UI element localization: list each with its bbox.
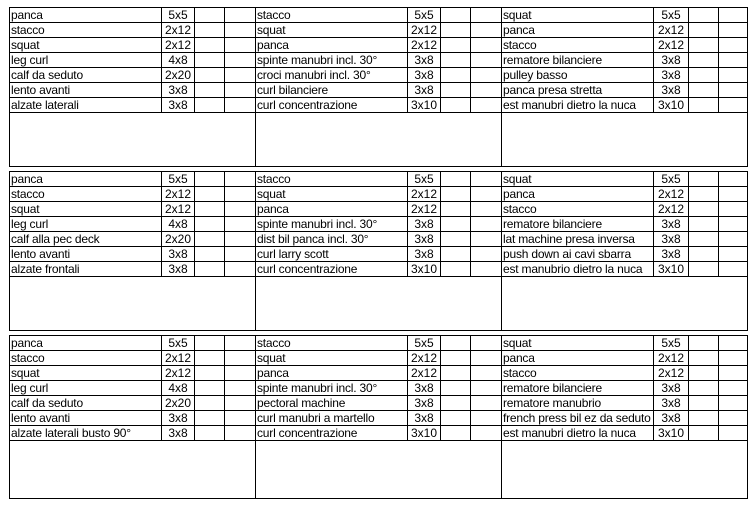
empty-cell[interactable] [689, 8, 719, 23]
notes-row [10, 441, 748, 499]
sets-reps-cell[interactable]: 2x12 [654, 351, 689, 366]
sets-reps-cell[interactable]: 5x5 [654, 336, 689, 351]
empty-cell[interactable] [471, 217, 502, 232]
empty-cell[interactable] [225, 351, 256, 366]
empty-cell[interactable] [441, 262, 471, 277]
sets-reps-cell[interactable]: 3x10 [408, 426, 441, 441]
exercise-cell[interactable]: spinte manubri incl. 30° [256, 217, 408, 232]
empty-cell[interactable] [719, 411, 748, 426]
exercise-cell[interactable]: push down ai cavi sbarra [502, 247, 654, 262]
table-row [10, 396, 748, 411]
empty-cell[interactable] [471, 336, 502, 351]
exercise-cell[interactable]: lento avanti [10, 411, 162, 426]
empty-cell[interactable] [689, 98, 719, 113]
notes-cell[interactable] [256, 113, 502, 167]
sets-reps-cell[interactable]: 2x12 [162, 187, 195, 202]
empty-cell[interactable] [689, 83, 719, 98]
empty-cell[interactable] [225, 98, 256, 113]
sets-reps-cell[interactable]: 3x8 [654, 68, 689, 83]
exercise-cell[interactable]: calf da seduto [10, 68, 162, 83]
empty-cell[interactable] [719, 396, 748, 411]
exercise-cell[interactable]: rematore manubrio [502, 396, 654, 411]
sets-reps-cell[interactable]: 3x8 [408, 396, 441, 411]
sets-reps-cell[interactable]: 2x20 [162, 232, 195, 247]
empty-cell[interactable] [225, 23, 256, 38]
sets-reps-cell[interactable]: 3x8 [408, 217, 441, 232]
exercise-cell[interactable]: est manubri dietro la nuca [502, 426, 654, 441]
empty-cell[interactable] [225, 411, 256, 426]
empty-cell[interactable] [471, 23, 502, 38]
exercise-cell[interactable]: leg curl [10, 53, 162, 68]
empty-cell[interactable] [441, 411, 471, 426]
sets-reps-cell[interactable]: 3x10 [654, 426, 689, 441]
empty-cell[interactable] [225, 247, 256, 262]
table-row [10, 8, 748, 23]
sets-reps-cell[interactable]: 3x8 [408, 68, 441, 83]
empty-cell[interactable] [441, 381, 471, 396]
exercise-cell[interactable]: panca [10, 172, 162, 187]
empty-cell[interactable] [471, 172, 502, 187]
empty-cell[interactable] [719, 232, 748, 247]
exercise-cell[interactable]: leg curl [10, 381, 162, 396]
empty-cell[interactable] [441, 336, 471, 351]
exercise-cell[interactable]: panca [10, 336, 162, 351]
empty-cell[interactable] [471, 396, 502, 411]
exercise-cell[interactable]: stacco [256, 336, 408, 351]
exercise-cell[interactable]: dist bil panca incl. 30° [256, 232, 408, 247]
empty-cell[interactable] [441, 98, 471, 113]
empty-cell[interactable] [441, 232, 471, 247]
sets-reps-cell[interactable]: 2x20 [162, 68, 195, 83]
sets-reps-cell[interactable]: 2x12 [162, 366, 195, 381]
workout-week-block [9, 335, 747, 499]
table-row [10, 232, 748, 247]
empty-cell[interactable] [225, 172, 256, 187]
sets-reps-cell[interactable]: 5x5 [162, 336, 195, 351]
table-row [10, 83, 748, 98]
empty-cell[interactable] [689, 411, 719, 426]
empty-cell[interactable] [441, 366, 471, 381]
exercise-cell[interactable]: leg curl [10, 217, 162, 232]
empty-cell[interactable] [719, 351, 748, 366]
sets-reps-cell[interactable]: 3x8 [408, 232, 441, 247]
empty-cell[interactable] [689, 351, 719, 366]
notes-cell[interactable] [10, 441, 256, 499]
empty-cell[interactable] [719, 53, 748, 68]
sets-reps-cell[interactable]: 3x8 [408, 53, 441, 68]
empty-cell[interactable] [719, 8, 748, 23]
exercise-cell[interactable]: est manubrio dietro la nuca [502, 262, 654, 277]
exercise-cell[interactable]: squat [10, 366, 162, 381]
exercise-cell[interactable]: calf da seduto [10, 396, 162, 411]
empty-cell[interactable] [471, 351, 502, 366]
exercise-cell[interactable]: lento avanti [10, 83, 162, 98]
empty-cell[interactable] [719, 366, 748, 381]
empty-cell[interactable] [689, 247, 719, 262]
sets-reps-cell[interactable]: 4x8 [162, 381, 195, 396]
empty-cell[interactable] [689, 262, 719, 277]
table-row [10, 411, 748, 426]
sets-reps-cell[interactable]: 2x12 [408, 38, 441, 53]
empty-cell[interactable] [441, 53, 471, 68]
notes-cell[interactable] [502, 277, 748, 331]
sets-reps-cell[interactable]: 3x8 [408, 411, 441, 426]
table-row [10, 366, 748, 381]
exercise-cell[interactable]: curl manubri a martello [256, 411, 408, 426]
empty-cell[interactable] [471, 53, 502, 68]
empty-cell[interactable] [225, 396, 256, 411]
empty-cell[interactable] [441, 8, 471, 23]
sets-reps-cell[interactable]: 2x12 [408, 187, 441, 202]
sets-reps-cell[interactable]: 2x12 [162, 38, 195, 53]
table-row [10, 381, 748, 396]
notes-cell[interactable] [502, 113, 748, 167]
exercise-cell[interactable]: stacco [10, 23, 162, 38]
sets-reps-cell[interactable]: 3x10 [654, 98, 689, 113]
empty-cell[interactable] [719, 187, 748, 202]
sets-reps-cell[interactable]: 5x5 [654, 8, 689, 23]
sets-reps-cell[interactable]: 5x5 [408, 336, 441, 351]
exercise-cell[interactable]: stacco [502, 202, 654, 217]
exercise-cell[interactable]: stacco [10, 187, 162, 202]
empty-cell[interactable] [471, 262, 502, 277]
empty-cell[interactable] [225, 336, 256, 351]
exercise-cell[interactable]: panca [256, 202, 408, 217]
sets-reps-cell[interactable]: 5x5 [654, 172, 689, 187]
empty-cell[interactable] [719, 247, 748, 262]
empty-cell[interactable] [719, 262, 748, 277]
empty-cell[interactable] [225, 53, 256, 68]
exercise-cell[interactable]: curl concentrazione [256, 98, 408, 113]
sets-reps-cell[interactable]: 3x8 [162, 83, 195, 98]
sets-reps-cell[interactable]: 2x12 [408, 202, 441, 217]
empty-cell[interactable] [225, 366, 256, 381]
empty-cell[interactable] [719, 426, 748, 441]
exercise-cell[interactable]: croci manubri incl. 30° [256, 68, 408, 83]
sets-reps-cell[interactable]: 4x8 [162, 217, 195, 232]
table-row [10, 68, 748, 83]
empty-cell[interactable] [195, 98, 225, 113]
table-row [10, 187, 748, 202]
notes-cell[interactable] [10, 113, 256, 167]
notes-cell[interactable] [256, 441, 502, 499]
empty-cell[interactable] [195, 351, 225, 366]
exercise-cell[interactable]: curl concentrazione [256, 426, 408, 441]
exercise-cell[interactable]: squat [502, 336, 654, 351]
empty-cell[interactable] [689, 232, 719, 247]
empty-cell[interactable] [441, 426, 471, 441]
empty-cell[interactable] [719, 23, 748, 38]
empty-cell[interactable] [471, 83, 502, 98]
empty-cell[interactable] [719, 381, 748, 396]
empty-cell[interactable] [195, 23, 225, 38]
empty-cell[interactable] [195, 83, 225, 98]
exercise-cell[interactable]: panca [502, 351, 654, 366]
empty-cell[interactable] [225, 8, 256, 23]
exercise-cell[interactable]: alzate laterali [10, 98, 162, 113]
table-row [10, 217, 748, 232]
table-row [10, 98, 748, 113]
sets-reps-cell[interactable]: 3x8 [654, 232, 689, 247]
empty-cell[interactable] [195, 366, 225, 381]
sets-reps-cell[interactable]: 2x12 [654, 202, 689, 217]
empty-cell[interactable] [471, 187, 502, 202]
exercise-cell[interactable]: est manubri dietro la nuca [502, 98, 654, 113]
empty-cell[interactable] [719, 336, 748, 351]
empty-cell[interactable] [225, 381, 256, 396]
empty-cell[interactable] [195, 262, 225, 277]
exercise-cell[interactable]: squat [10, 202, 162, 217]
empty-cell[interactable] [195, 426, 225, 441]
sets-reps-cell[interactable]: 3x8 [654, 247, 689, 262]
sets-reps-cell[interactable]: 5x5 [408, 172, 441, 187]
empty-cell[interactable] [195, 202, 225, 217]
sets-reps-cell[interactable]: 3x8 [162, 426, 195, 441]
empty-cell[interactable] [225, 426, 256, 441]
table-row [10, 53, 748, 68]
exercise-cell[interactable]: stacco [502, 366, 654, 381]
empty-cell[interactable] [689, 187, 719, 202]
sets-reps-cell[interactable]: 2x12 [162, 23, 195, 38]
table-row [10, 202, 748, 217]
empty-cell[interactable] [471, 381, 502, 396]
exercise-cell[interactable]: panca [502, 23, 654, 38]
empty-cell[interactable] [689, 336, 719, 351]
empty-cell[interactable] [719, 98, 748, 113]
empty-cell[interactable] [195, 68, 225, 83]
empty-cell[interactable] [195, 247, 225, 262]
exercise-cell[interactable]: calf alla pec deck [10, 232, 162, 247]
empty-cell[interactable] [471, 68, 502, 83]
table-row [10, 23, 748, 38]
empty-cell[interactable] [719, 68, 748, 83]
empty-cell[interactable] [195, 232, 225, 247]
empty-cell[interactable] [689, 217, 719, 232]
sets-reps-cell[interactable]: 2x12 [654, 38, 689, 53]
sets-reps-cell[interactable]: 2x12 [408, 351, 441, 366]
sets-reps-cell[interactable]: 3x8 [654, 53, 689, 68]
sets-reps-cell[interactable]: 3x8 [162, 247, 195, 262]
empty-cell[interactable] [689, 68, 719, 83]
exercise-cell[interactable]: stacco [256, 8, 408, 23]
sets-reps-cell[interactable]: 5x5 [408, 8, 441, 23]
empty-cell[interactable] [719, 202, 748, 217]
sets-reps-cell[interactable]: 3x8 [408, 247, 441, 262]
empty-cell[interactable] [195, 172, 225, 187]
exercise-cell[interactable]: lento avanti [10, 247, 162, 262]
empty-cell[interactable] [471, 232, 502, 247]
table-row [10, 351, 748, 366]
sets-reps-cell[interactable]: 3x8 [162, 262, 195, 277]
exercise-cell[interactable]: panca [256, 366, 408, 381]
empty-cell[interactable] [195, 336, 225, 351]
empty-cell[interactable] [689, 172, 719, 187]
exercise-cell[interactable]: curl concentrazione [256, 262, 408, 277]
empty-cell[interactable] [471, 98, 502, 113]
empty-cell[interactable] [689, 381, 719, 396]
empty-cell[interactable] [471, 247, 502, 262]
exercise-cell[interactable]: curl larry scott [256, 247, 408, 262]
sets-reps-cell[interactable]: 3x8 [654, 83, 689, 98]
workout-table [9, 7, 748, 167]
empty-cell[interactable] [225, 202, 256, 217]
empty-cell[interactable] [689, 396, 719, 411]
table-row [10, 38, 748, 53]
sets-reps-cell[interactable]: 3x8 [654, 396, 689, 411]
empty-cell[interactable] [471, 411, 502, 426]
empty-cell[interactable] [441, 38, 471, 53]
workout-week-block [9, 7, 747, 167]
exercise-cell[interactable]: stacco [502, 38, 654, 53]
exercise-cell[interactable]: squat [256, 187, 408, 202]
exercise-cell[interactable]: french press bil ez da seduto [502, 411, 654, 426]
exercise-cell[interactable]: squat [256, 351, 408, 366]
workout-spreadsheet [9, 7, 747, 503]
exercise-cell[interactable]: pectoral machine [256, 396, 408, 411]
sets-reps-cell[interactable]: 2x12 [408, 366, 441, 381]
empty-cell[interactable] [441, 83, 471, 98]
exercise-cell[interactable]: panca presa stretta [502, 83, 654, 98]
exercise-cell[interactable]: squat [10, 38, 162, 53]
exercise-cell[interactable]: panca [256, 38, 408, 53]
exercise-cell[interactable]: alzate frontali [10, 262, 162, 277]
empty-cell[interactable] [719, 217, 748, 232]
sets-reps-cell[interactable]: 2x12 [162, 351, 195, 366]
sets-reps-cell[interactable]: 2x12 [162, 202, 195, 217]
table-row [10, 172, 748, 187]
table-row [10, 426, 748, 441]
empty-cell[interactable] [195, 38, 225, 53]
exercise-cell[interactable]: curl bilanciere [256, 83, 408, 98]
exercise-cell[interactable]: squat [256, 23, 408, 38]
empty-cell[interactable] [441, 351, 471, 366]
empty-cell[interactable] [441, 23, 471, 38]
empty-cell[interactable] [195, 381, 225, 396]
empty-cell[interactable] [471, 366, 502, 381]
sets-reps-cell[interactable]: 3x8 [408, 83, 441, 98]
empty-cell[interactable] [689, 38, 719, 53]
exercise-cell[interactable]: stacco [10, 351, 162, 366]
empty-cell[interactable] [471, 8, 502, 23]
sets-reps-cell[interactable]: 3x10 [654, 262, 689, 277]
empty-cell[interactable] [689, 53, 719, 68]
notes-row [10, 113, 748, 167]
empty-cell[interactable] [719, 38, 748, 53]
empty-cell[interactable] [441, 172, 471, 187]
sets-reps-cell[interactable]: 2x20 [162, 396, 195, 411]
workout-table [9, 335, 748, 499]
sets-reps-cell[interactable]: 3x8 [654, 217, 689, 232]
exercise-cell[interactable]: spinte manubri incl. 30° [256, 53, 408, 68]
sets-reps-cell[interactable]: 2x12 [654, 366, 689, 381]
empty-cell[interactable] [225, 262, 256, 277]
table-row [10, 336, 748, 351]
notes-cell[interactable] [10, 277, 256, 331]
exercise-cell[interactable]: lat machine presa inversa [502, 232, 654, 247]
sets-reps-cell[interactable]: 2x12 [654, 187, 689, 202]
sets-reps-cell[interactable]: 3x8 [408, 381, 441, 396]
sets-reps-cell[interactable]: 3x8 [654, 411, 689, 426]
sets-reps-cell[interactable]: 2x12 [654, 23, 689, 38]
empty-cell[interactable] [471, 202, 502, 217]
exercise-cell[interactable]: stacco [256, 172, 408, 187]
empty-cell[interactable] [689, 366, 719, 381]
empty-cell[interactable] [441, 202, 471, 217]
empty-cell[interactable] [195, 8, 225, 23]
empty-cell[interactable] [441, 217, 471, 232]
exercise-cell[interactable]: spinte manubri incl. 30° [256, 381, 408, 396]
empty-cell[interactable] [441, 68, 471, 83]
exercise-cell[interactable]: pulley basso [502, 68, 654, 83]
table-row [10, 262, 748, 277]
empty-cell[interactable] [689, 202, 719, 217]
exercise-cell[interactable]: squat [502, 172, 654, 187]
table-row [10, 247, 748, 262]
empty-cell[interactable] [441, 396, 471, 411]
exercise-cell[interactable]: panca [502, 187, 654, 202]
notes-cell[interactable] [256, 277, 502, 331]
sets-reps-cell[interactable]: 5x5 [162, 172, 195, 187]
sets-reps-cell[interactable]: 2x12 [408, 23, 441, 38]
workout-table [9, 171, 748, 331]
exercise-cell[interactable]: alzate laterali busto 90° [10, 426, 162, 441]
sets-reps-cell[interactable]: 3x8 [162, 98, 195, 113]
exercise-cell[interactable]: squat [502, 8, 654, 23]
empty-cell[interactable] [195, 411, 225, 426]
sets-reps-cell[interactable]: 4x8 [162, 53, 195, 68]
empty-cell[interactable] [195, 217, 225, 232]
empty-cell[interactable] [225, 187, 256, 202]
sets-reps-cell[interactable]: 5x5 [162, 8, 195, 23]
empty-cell[interactable] [471, 38, 502, 53]
exercise-cell[interactable]: rematore bilanciere [502, 381, 654, 396]
empty-cell[interactable] [195, 187, 225, 202]
empty-cell[interactable] [719, 83, 748, 98]
empty-cell[interactable] [441, 247, 471, 262]
sets-reps-cell[interactable]: 3x8 [162, 411, 195, 426]
sets-reps-cell[interactable]: 3x10 [408, 98, 441, 113]
exercise-cell[interactable]: rematore bilanciere [502, 217, 654, 232]
empty-cell[interactable] [689, 426, 719, 441]
empty-cell[interactable] [195, 53, 225, 68]
empty-cell[interactable] [225, 68, 256, 83]
notes-row [10, 277, 748, 331]
notes-cell[interactable] [502, 441, 748, 499]
empty-cell[interactable] [225, 217, 256, 232]
exercise-cell[interactable]: panca [10, 8, 162, 23]
empty-cell[interactable] [689, 23, 719, 38]
sets-reps-cell[interactable]: 3x10 [408, 262, 441, 277]
empty-cell[interactable] [195, 396, 225, 411]
empty-cell[interactable] [719, 172, 748, 187]
sets-reps-cell[interactable]: 3x8 [654, 381, 689, 396]
workout-week-block [9, 171, 747, 331]
empty-cell[interactable] [225, 232, 256, 247]
empty-cell[interactable] [441, 187, 471, 202]
empty-cell[interactable] [225, 83, 256, 98]
empty-cell[interactable] [225, 38, 256, 53]
empty-cell[interactable] [471, 426, 502, 441]
exercise-cell[interactable]: rematore bilanciere [502, 53, 654, 68]
